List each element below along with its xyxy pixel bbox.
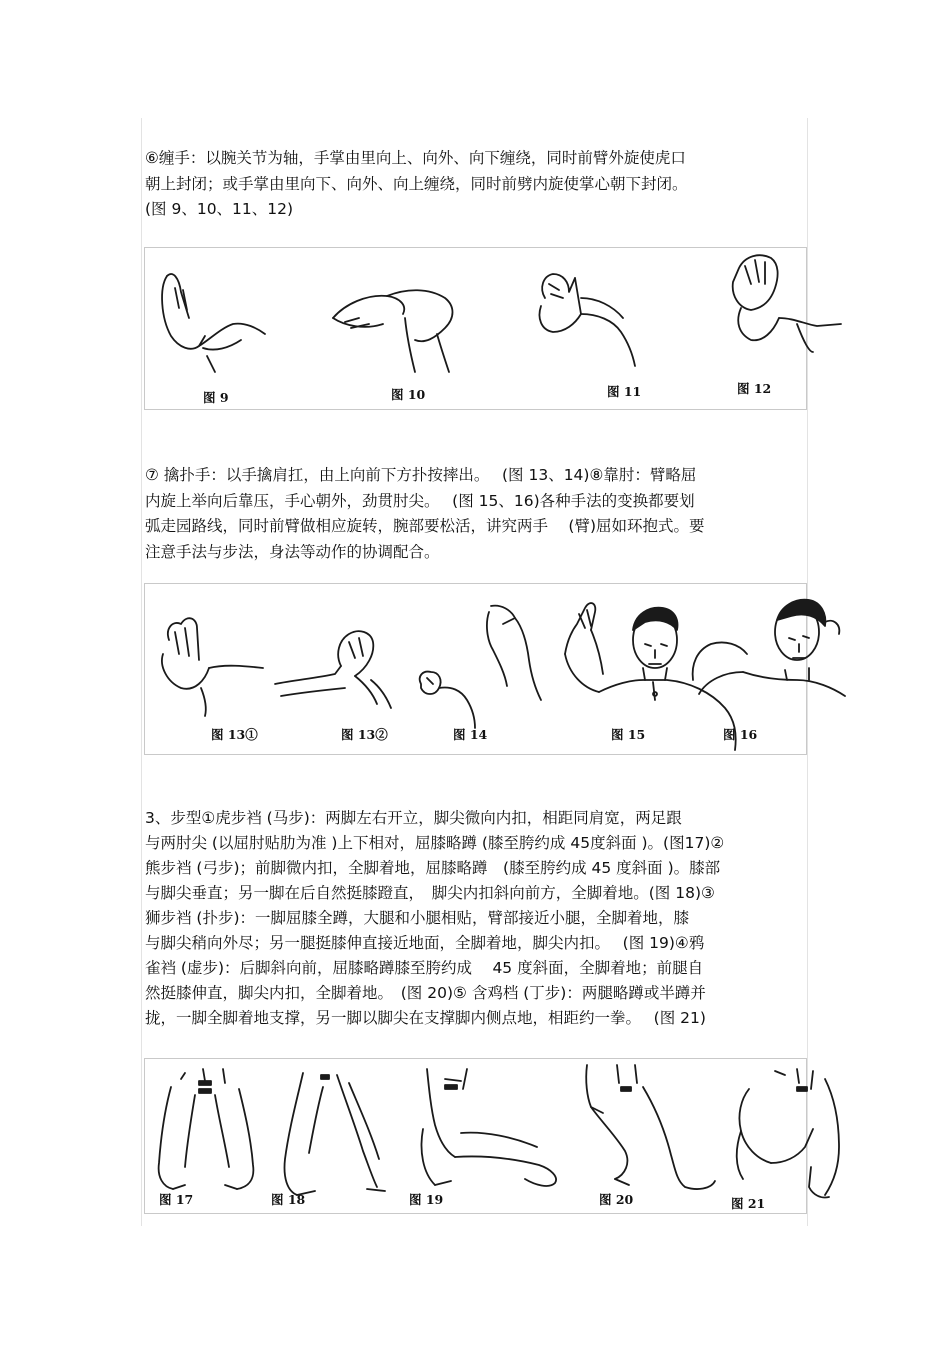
stance-illustrations-17-21 bbox=[145, 1059, 845, 1213]
paragraph-chan-shou: ⑥缠手：以腕关节为轴，手掌由里向上、向外、向下缠绕，同时前臂外旋使虎口 朝上封闭；或手掌由里向下、向外、向上缠绕，同时前劈内旋使掌心朝下封闭。 (图 9、10、11、12) bbox=[145, 149, 688, 218]
figure-hand-methods-9-12 bbox=[144, 247, 807, 410]
caption-fig-20: 图 20 bbox=[599, 1192, 634, 1207]
caption-fig-16: 图 16 bbox=[723, 727, 758, 742]
caption-fig-9: 图 9 bbox=[203, 390, 229, 405]
caption-fig-21: 图 21 bbox=[731, 1196, 766, 1211]
caption-fig-11: 图 11 bbox=[607, 384, 642, 399]
caption-fig-15: 图 15 bbox=[611, 727, 646, 742]
caption-fig-13-2: 图 13② bbox=[341, 727, 388, 742]
paragraph-bu-xing: 3、步型①虎步裆 (马步)：两脚左右开立，脚尖微向内扣，相距同肩宽，两足跟 与两肘尖 (以屈肘贴肋为准 )上下相对，屈膝略蹲 (膝至胯约成 45度斜面 )。(图17)② 熊步裆 (弓步)；前脚微内扣，全脚着地，屈膝略蹲 (膝至胯约成 45 度斜面 )。膝部 与脚尖垂直；另一脚在后自然挺膝蹬直， 脚尖内扣斜向前方，全脚着地。(图 18)③ 狮步裆 (扑步)：一脚屈膝全蹲，大腿和小腿相贴，臂部接近小腿，全脚着地，膝 与脚尖稍向外尽；另一腿挺膝伸直接近地面，全脚着地，脚尖内扣。 (图 19)④鸦 雀裆 (虚步)：后脚斜向前，屈膝略蹲膝至胯约成 45 度斜面，全脚着地；前腿自 然挺膝伸直，脚尖内扣，全脚着地。 (图 20)⑤ 含鸡档 (丁步)：两腿略蹲或半蹲并 拢，一脚全脚着地支撑，另一脚以脚尖在支撑脚内侧点地，相距约一拳。 (图 21) bbox=[145, 809, 725, 1027]
caption-fig-10: 图 10 bbox=[391, 387, 426, 402]
caption-fig-14: 图 14 bbox=[453, 727, 488, 742]
figure-stances-17-21 bbox=[144, 1058, 807, 1214]
figure-hand-methods-13-16 bbox=[144, 583, 807, 755]
caption-fig-18: 图 18 bbox=[271, 1192, 306, 1207]
paragraph-qin-pu-shou: ⑦ 擒扑手：以手擒肩扛，由上向前下方扑按摔出。 (图 13、14)⑧靠肘：臂略屈 内旋上举向后靠压，手心朝外，劲贯肘尖。 (图 15、16)各种手法的变换都要划 弧走园路线，同时前臂做相应旋转，腕部要松活，讲究两手 (臂)屈如环抱式。要 注意手法与步法，身法等动作的协调配合。 bbox=[145, 466, 705, 561]
caption-fig-12: 图 12 bbox=[737, 381, 772, 396]
caption-fig-19: 图 19 bbox=[409, 1192, 444, 1207]
page-left-rule bbox=[141, 118, 142, 1226]
caption-fig-13-1: 图 13① bbox=[211, 727, 258, 742]
caption-fig-17: 图 17 bbox=[159, 1192, 194, 1207]
